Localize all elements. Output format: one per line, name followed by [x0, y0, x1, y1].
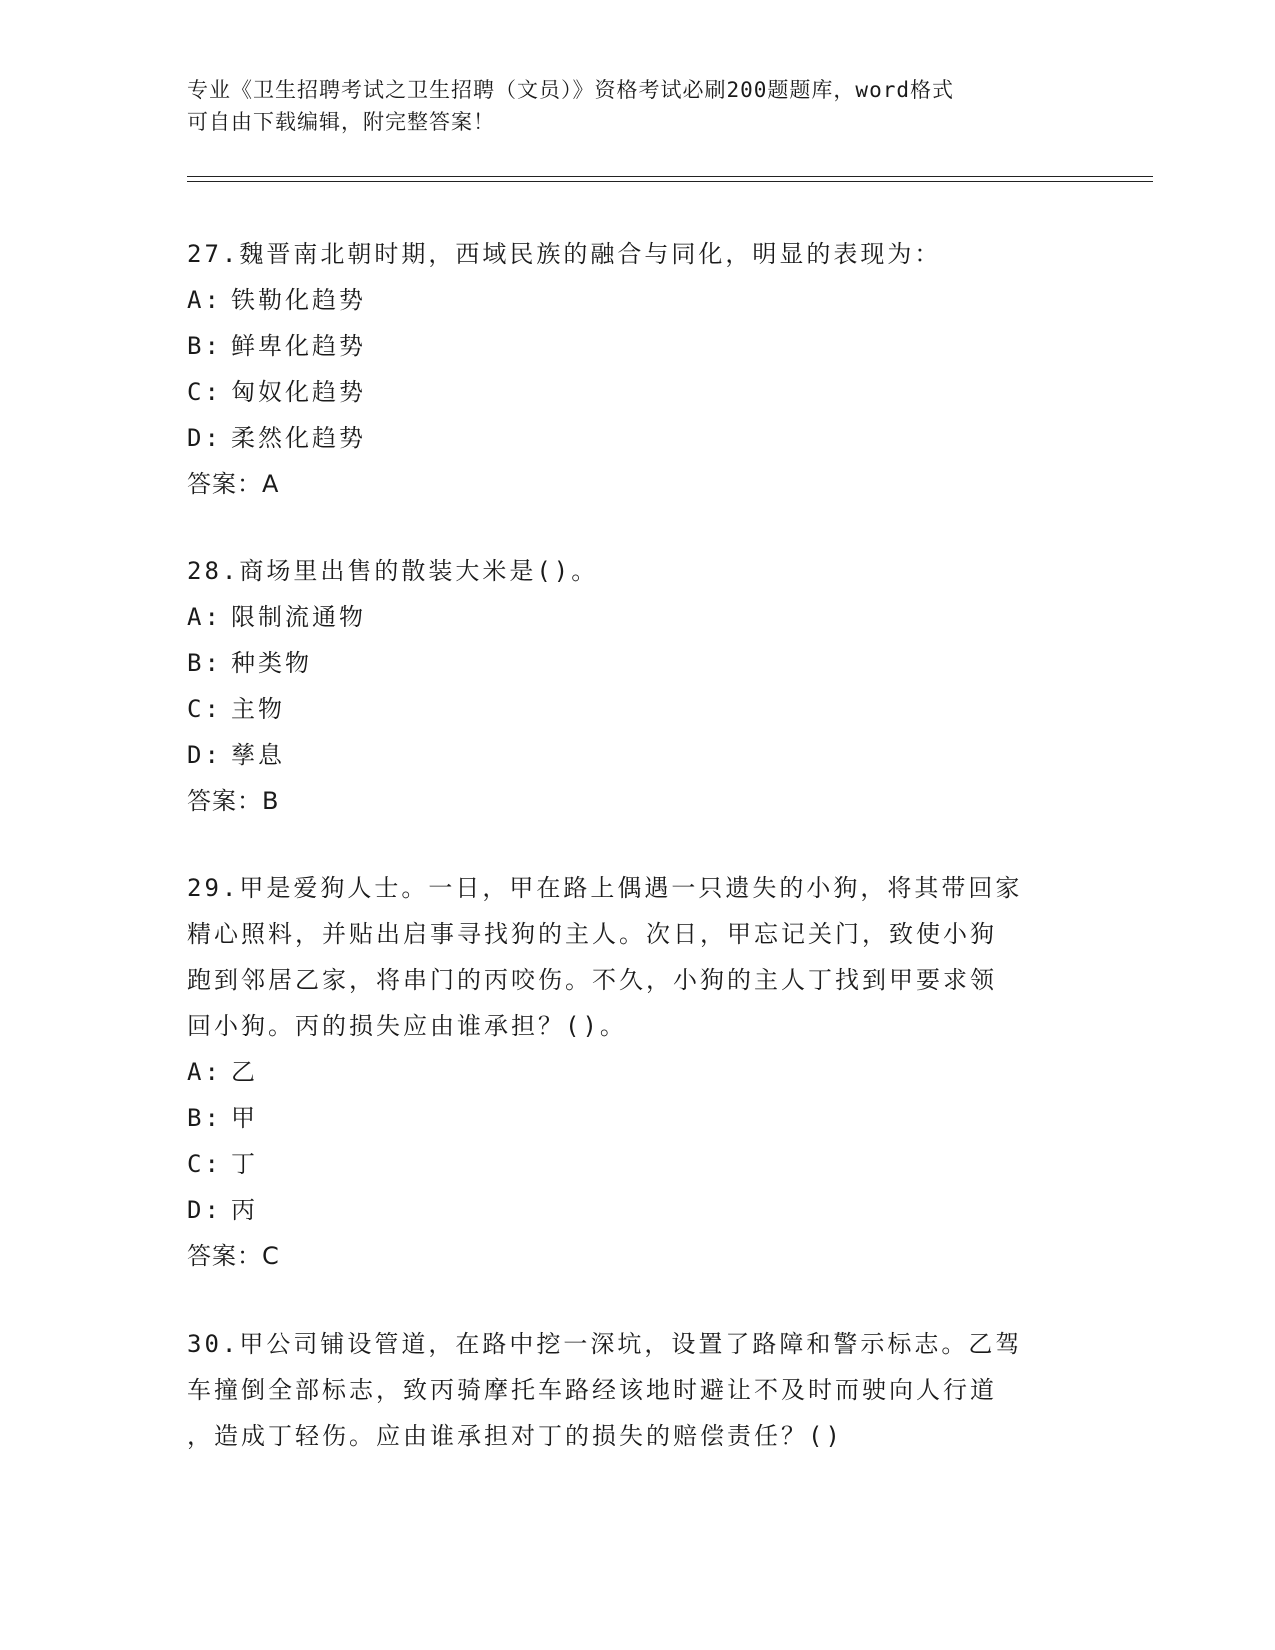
option-text: 柔然化趋势	[231, 424, 366, 452]
option-a	[187, 594, 1087, 640]
option-letter: A:	[187, 1058, 222, 1086]
option-letter: D:	[187, 741, 222, 769]
option-d	[187, 415, 1087, 461]
option-letter: B:	[187, 1104, 222, 1132]
option-letter: A:	[187, 603, 222, 631]
answer-line: 答案：C	[187, 1242, 280, 1270]
option-text: 种类物	[231, 649, 312, 677]
question-stem: 27.魏晋南北朝时期，西域民族的融合与同化，明显的表现为：	[187, 240, 942, 268]
option-list	[187, 277, 1087, 461]
option-d	[187, 1187, 1087, 1233]
option-a	[187, 277, 1087, 323]
stem-line: ，造成丁轻伤。应由谁承担对丁的损失的赔偿责任？()	[187, 1422, 843, 1450]
header-line-1: 专业《卫生招聘考试之卫生招聘（文员）》资格考试必刷200题题库，word格式	[187, 78, 954, 102]
option-text: 乙	[231, 1058, 258, 1086]
option-letter: D:	[187, 1196, 222, 1224]
option-a	[187, 1049, 1087, 1095]
option-text: 匈奴化趋势	[231, 378, 366, 406]
header-line-2: 可自由下载编辑，附完整答案！	[187, 110, 495, 134]
option-d	[187, 732, 1087, 778]
option-text: 丙	[231, 1196, 258, 1224]
option-list	[187, 1049, 1087, 1233]
header-divider-bottom	[187, 181, 1153, 182]
option-letter: C:	[187, 1150, 222, 1178]
option-letter: D:	[187, 424, 222, 452]
option-c	[187, 369, 1087, 415]
option-text: 鲜卑化趋势	[231, 332, 366, 360]
option-text: 限制流通物	[231, 603, 366, 631]
stem-line: 车撞倒全部标志，致丙骑摩托车路经该地时避让不及时而驶向人行道	[187, 1376, 997, 1404]
document-header	[187, 74, 1087, 138]
option-list	[187, 594, 1087, 778]
stem-line: 精心照料，并贴出启事寻找狗的主人。次日，甲忘记关门，致使小狗	[187, 920, 997, 948]
answer-line: 答案：A	[187, 470, 280, 498]
question-29	[187, 865, 1087, 1279]
option-text: 孳息	[231, 741, 285, 769]
question-stem	[187, 865, 1087, 1049]
option-text: 丁	[231, 1150, 258, 1178]
option-letter: C:	[187, 378, 222, 406]
option-b	[187, 1095, 1087, 1141]
option-c	[187, 1141, 1087, 1187]
answer-line: 答案：B	[187, 787, 280, 815]
option-letter: C:	[187, 695, 222, 723]
question-30	[187, 1321, 1087, 1459]
stem-line: 回小狗。丙的损失应由谁承担？()。	[187, 1012, 627, 1040]
header-divider-top	[187, 176, 1153, 177]
option-text: 主物	[231, 695, 285, 723]
option-c	[187, 686, 1087, 732]
question-stem: 28.商场里出售的散装大米是()。	[187, 557, 599, 585]
option-letter: B:	[187, 332, 222, 360]
option-letter: B:	[187, 649, 222, 677]
stem-line: 30.甲公司铺设管道，在路中挖一深坑，设置了路障和警示标志。乙驾	[187, 1330, 1023, 1358]
option-text: 甲	[231, 1104, 258, 1132]
stem-line: 跑到邻居乙家，将串门的丙咬伤。不久，小狗的主人丁找到甲要求领	[187, 966, 997, 994]
stem-line: 29.甲是爱狗人士。一日，甲在路上偶遇一只遗失的小狗，将其带回家	[187, 874, 1023, 902]
option-letter: A:	[187, 286, 222, 314]
option-b	[187, 640, 1087, 686]
question-28	[187, 548, 1087, 824]
question-stem	[187, 1321, 1087, 1459]
option-b	[187, 323, 1087, 369]
question-27	[187, 231, 1087, 507]
option-text: 铁勒化趋势	[231, 286, 366, 314]
